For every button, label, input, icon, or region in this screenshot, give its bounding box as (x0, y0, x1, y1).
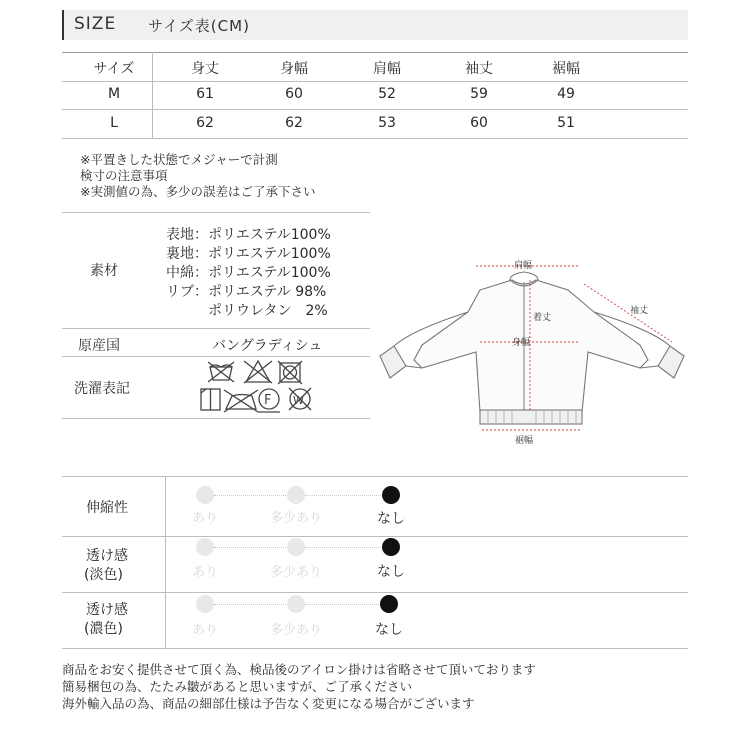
material-line: リブ：ポリエステル 98% (166, 284, 327, 300)
scale-dot-selected (380, 595, 398, 613)
header-title: SIZE (74, 14, 117, 34)
scale-dot-selected (382, 486, 400, 504)
table-cell: 62 (285, 115, 303, 131)
diagram-label-sleeve: 袖丈 (630, 306, 649, 316)
material-line: 表地：ポリエステル100% (166, 227, 331, 243)
washing-label: 洗濯表記 (74, 381, 130, 397)
material-line: ポリウレタン 2% (166, 303, 328, 319)
table-cell: 61 (196, 86, 214, 102)
section-rule (62, 328, 370, 329)
diagram-label-length: 着丈 (533, 313, 552, 323)
section-rule (62, 356, 370, 357)
material-line: 裏地：ポリエステル100% (166, 246, 331, 262)
scale-option: あり (191, 565, 218, 580)
section-rule (62, 648, 688, 649)
table-header-cell: 身丈 (191, 61, 219, 77)
note-line: 検寸の注意事項 (80, 168, 168, 183)
table-header-cell: 肩幅 (373, 61, 401, 77)
footer-note: 簡易梱包の為、たたみ皺があると思いますが、ご了承ください (62, 679, 413, 694)
table-cell: 51 (557, 115, 575, 131)
scale-option: 多少あり (269, 511, 322, 526)
diagram-label-hem: 裾幅 (515, 436, 534, 446)
material-label: 素材 (90, 263, 118, 279)
table-column-divider (152, 52, 153, 138)
section-rule (62, 476, 688, 477)
footer-note: 海外輸入品の為、商品の細部仕様は予告なく変更になる場合がございます (62, 696, 475, 711)
origin-label: 原産国 (78, 338, 120, 354)
scale-label-sub: (濃色) (84, 621, 123, 637)
line-dry-icon (201, 389, 220, 410)
scale-label: 透け感 (86, 548, 128, 564)
no-tumble-dry-icon (278, 361, 302, 384)
no-wash-icon (208, 362, 234, 382)
scale-dot (287, 595, 305, 613)
svg-text:F: F (264, 393, 272, 408)
scale-label-sub: (淡色) (84, 567, 123, 583)
jacket-measurement-diagram (372, 250, 692, 450)
table-cell: 52 (378, 86, 396, 102)
scale-dot (196, 595, 214, 613)
scale-option-selected: なし (377, 511, 405, 527)
no-bleach-icon (244, 361, 272, 383)
scale-option-selected: なし (375, 622, 403, 638)
section-rule (62, 212, 370, 213)
table-cell: 62 (196, 115, 214, 131)
table-rule (62, 52, 688, 53)
note-line: ※実測値の為、多少の誤差はご了承下さい (80, 184, 316, 199)
scale-option: あり (191, 511, 218, 526)
scale-label: 透け感 (86, 602, 128, 618)
scale-option: 多少あり (269, 565, 322, 580)
table-header-cell: サイズ (93, 61, 135, 77)
diagram-label-shoulder: 肩幅 (514, 261, 533, 271)
table-cell: 49 (557, 86, 575, 102)
scale-label: 伸縮性 (86, 500, 128, 516)
table-cell: 59 (470, 86, 488, 102)
no-iron-icon (224, 390, 258, 412)
section-rule (62, 536, 688, 537)
scale-dot-selected (382, 538, 400, 556)
size-header (62, 10, 688, 40)
section-rule (62, 592, 688, 593)
table-cell: 60 (285, 86, 303, 102)
diagram-label-body-width: 身幅 (512, 338, 531, 348)
table-cell-size: M (107, 86, 121, 102)
note-line: ※平置きした状態でメジャーで計測 (80, 152, 278, 167)
scale-dot (196, 486, 214, 504)
table-header-cell: 裾幅 (552, 61, 580, 77)
scale-option: あり (191, 623, 218, 638)
table-cell-size: L (110, 115, 118, 131)
table-rule (62, 138, 688, 139)
svg-text:W: W (293, 394, 304, 407)
dry-clean-f-icon (258, 389, 280, 412)
scale-dot (287, 486, 305, 504)
scale-option-selected: なし (377, 564, 405, 580)
care-symbols (196, 358, 320, 414)
footer-note: 商品をお安く提供させて頂く為、検品後のアイロン掛けは省略させて頂いております (62, 662, 536, 677)
header-subtitle: サイズ表(CM) (148, 17, 250, 35)
material-line: 中綿：ポリエステル100% (166, 265, 331, 281)
scale-dot (196, 538, 214, 556)
scale-option: 多少あり (269, 623, 322, 638)
table-cell: 53 (378, 115, 396, 131)
table-rule (62, 81, 688, 82)
scale-dot (287, 538, 305, 556)
table-cell: 60 (470, 115, 488, 131)
no-wet-clean-icon (289, 388, 311, 410)
table-header-cell: 身幅 (280, 61, 308, 77)
section-rule (62, 418, 370, 419)
table-rule (62, 109, 688, 110)
table-header-cell: 袖丈 (465, 61, 493, 77)
origin-value: バングラディシュ (212, 338, 323, 354)
